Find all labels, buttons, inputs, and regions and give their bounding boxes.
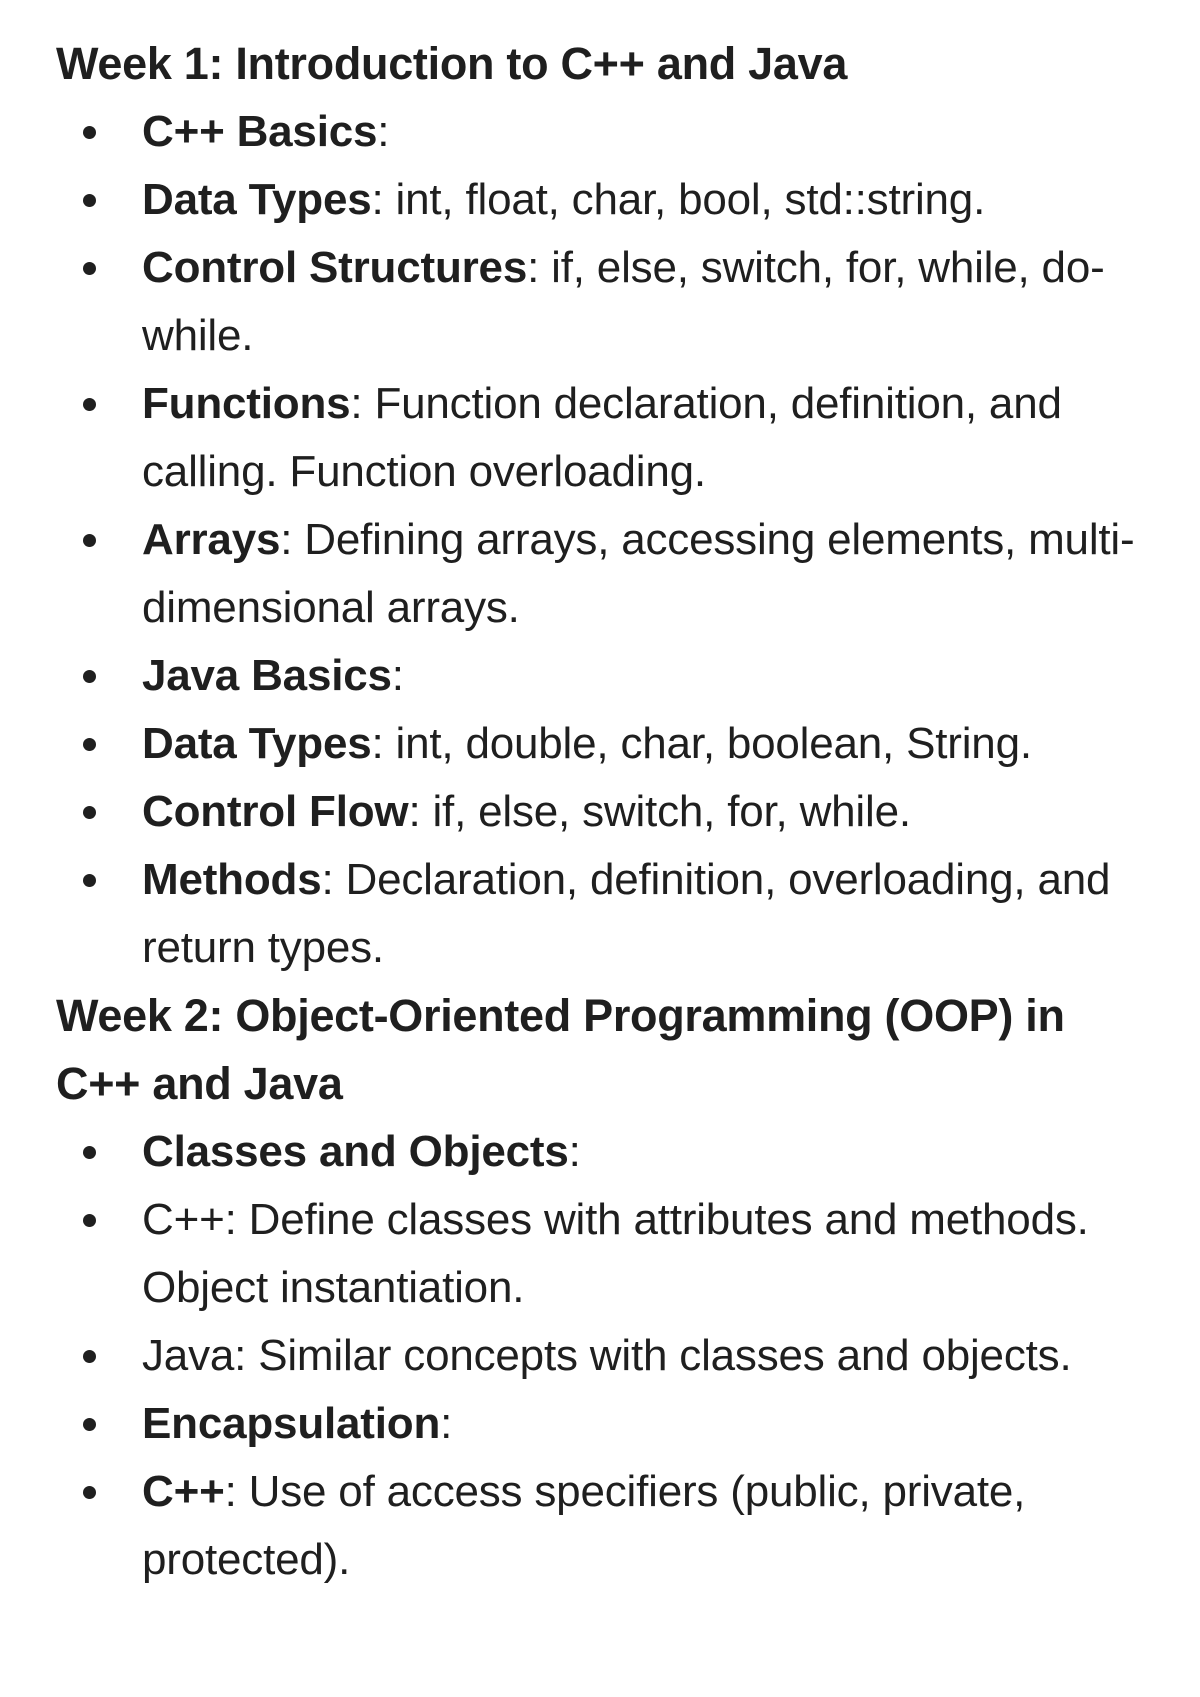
- topic-term: Classes and Objects: [142, 1127, 569, 1176]
- topic-term: Control Flow: [142, 787, 409, 836]
- week-2-topic-list: [56, 1118, 1140, 1594]
- list-item: [56, 506, 1140, 642]
- topic-term: Data Types: [142, 719, 372, 768]
- bullet-icon: [83, 262, 96, 275]
- topic-text: : Function declaration, definition, and calling. Function overloading.: [142, 379, 1062, 496]
- topic-term: Data Types: [142, 175, 372, 224]
- bullet-icon: [83, 194, 96, 207]
- topic-text: : int, double, char, boolean, String.: [371, 719, 1032, 768]
- topic-text: Java: Similar concepts with classes and objects.: [142, 1331, 1072, 1380]
- list-item: [56, 642, 1140, 710]
- topic-term: Functions: [142, 379, 351, 428]
- list-item: [56, 1458, 1140, 1594]
- list-item: [56, 166, 1140, 234]
- topic-text: : Declaration, definition, overloading, and return types.: [142, 855, 1111, 972]
- list-item: [56, 846, 1140, 982]
- week-1-heading: Week 1: Introduction to C++ and Java: [56, 38, 848, 89]
- list-item: [56, 710, 1140, 778]
- bullet-icon: [83, 874, 96, 887]
- list-item: [56, 1118, 1140, 1186]
- list-item: [56, 1322, 1140, 1390]
- topic-term: Arrays: [142, 515, 281, 564]
- bullet-icon: [83, 126, 96, 139]
- topic-text: :: [377, 107, 390, 156]
- topic-text: : if, else, switch, for, while, do-while.: [142, 243, 1105, 360]
- list-item: [56, 370, 1140, 506]
- bullet-icon: [83, 806, 96, 819]
- topic-term: C++: [142, 1467, 225, 1516]
- bullet-icon: [83, 1146, 96, 1159]
- bullet-icon: [83, 670, 96, 683]
- topic-term: Java Basics: [142, 651, 392, 700]
- list-item: [56, 98, 1140, 166]
- bullet-icon: [83, 1418, 96, 1431]
- bullet-icon: [83, 1486, 96, 1499]
- bullet-icon: [83, 1214, 96, 1227]
- topic-term: Encapsulation: [142, 1399, 441, 1448]
- topic-text: C++: Define classes with attributes and methods. Object instantiation.: [142, 1195, 1089, 1312]
- topic-text: : int, float, char, bool, std::string.: [371, 175, 986, 224]
- topic-text: :: [568, 1127, 581, 1176]
- week-1-topic-list: [56, 98, 1140, 982]
- bullet-icon: [83, 738, 96, 751]
- bullet-icon: [83, 534, 96, 547]
- list-item: [56, 1186, 1140, 1322]
- topic-text: :: [391, 651, 404, 700]
- bullet-icon: [83, 1350, 96, 1363]
- topic-text: : Use of access specifiers (public, private, protected).: [142, 1467, 1026, 1584]
- list-item: [56, 234, 1140, 370]
- list-item: [56, 1390, 1140, 1458]
- topic-term: C++ Basics: [142, 107, 378, 156]
- topic-text: : Defining arrays, accessing elements, multi-dimensional arrays.: [142, 515, 1135, 632]
- topic-term: Methods: [142, 855, 322, 904]
- bullet-icon: [83, 398, 96, 411]
- list-item: [56, 778, 1140, 846]
- topic-text: :: [440, 1399, 453, 1448]
- topic-text: : if, else, switch, for, while.: [408, 787, 911, 836]
- topic-term: Control Structures: [142, 243, 528, 292]
- week-2-heading: Week 2: Object-Oriented Programming (OOP) in C++ and Java: [56, 990, 1065, 1109]
